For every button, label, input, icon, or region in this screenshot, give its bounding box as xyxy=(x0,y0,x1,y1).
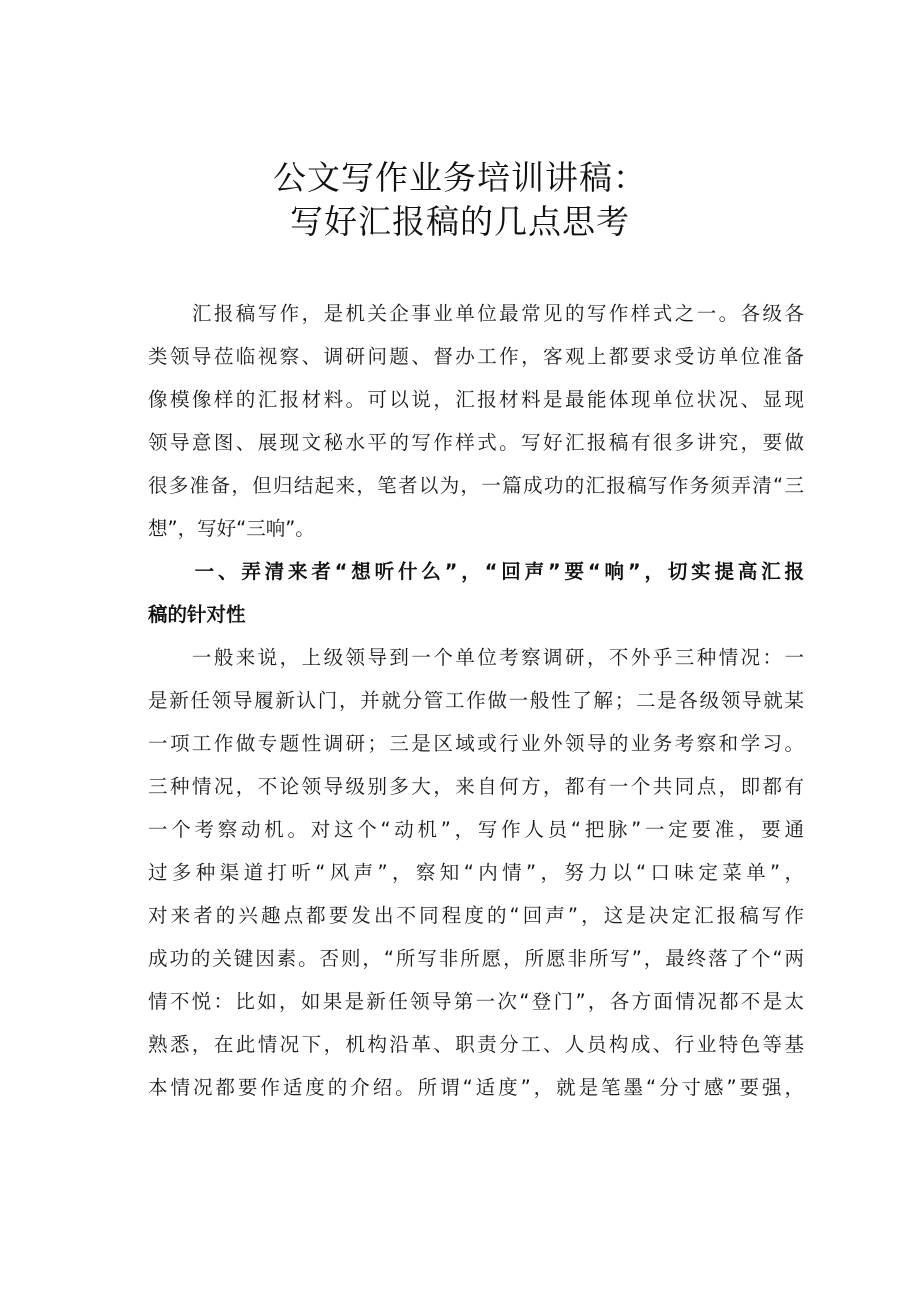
text-line: 一项工作做专题性调研；三是区域或行业外领导的业务考察和学习。 xyxy=(148,732,804,755)
text-line: 过多种渠道打听“风声”，察知“内情”，努力以“口味定菜单”， xyxy=(148,861,804,884)
text-line: 类领导莅临视察、调研问题、督办工作，客观上都要求受访单位准备 xyxy=(148,345,804,368)
text-line: 情不悦：比如，如果是新任领导第一次“登门”，各方面情况都不是太 xyxy=(148,990,804,1013)
text-line: 像模像样的汇报材料。可以说，汇报材料是最能体现单位状况、显现 xyxy=(148,388,804,411)
text-line: 是新任领导履新认门，并就分管工作做一般性了解；二是各级领导就某 xyxy=(148,689,804,712)
heading-line: 一、弄清来者“想听什么”，“回声”要“响”，切实提高汇报 xyxy=(148,560,804,583)
title-line-1: 公文写作业务培训讲稿： xyxy=(273,158,647,197)
heading-line: 稿的针对性 xyxy=(148,603,246,626)
title-line-2: 写好汇报稿的几点思考 xyxy=(290,202,630,241)
text-line: 一般来说，上级领导到一个单位考察调研，不外乎三种情况：一 xyxy=(148,646,804,669)
text-line: 想”，写好“三响”。 xyxy=(148,517,315,540)
section-heading-1 xyxy=(148,550,804,636)
paragraph-intro xyxy=(148,292,804,550)
document-body xyxy=(148,292,804,1109)
text-line: 一个考察动机。对这个“动机”，写作人员“把脉”一定要准，要通 xyxy=(148,818,804,841)
text-line: 成功的关键因素。否则，“所写非所愿，所愿非所写”，最终落了个“两 xyxy=(148,947,804,970)
text-line: 对来者的兴趣点都要发出不同程度的“回声”，这是决定汇报稿写作 xyxy=(148,904,804,927)
text-line: 熟悉，在此情况下，机构沿革、职责分工、人员构成、行业特色等基 xyxy=(148,1033,804,1056)
text-line: 很多准备，但归结起来，笔者以为，一篇成功的汇报稿写作务须弄清“三 xyxy=(148,474,804,497)
text-line: 汇报稿写作，是机关企事业单位最常见的写作样式之一。各级各 xyxy=(148,302,804,325)
text-line: 本情况都要作适度的介绍。所谓“适度”，就是笔墨“分寸感”要强， xyxy=(148,1076,804,1099)
paragraph-section-1 xyxy=(148,636,804,1109)
text-line: 领导意图、展现文秘水平的写作样式。写好汇报稿有很多讲究，要做 xyxy=(148,431,804,454)
text-line: 三种情况，不论领导级别多大，来自何方，都有一个共同点，即都有 xyxy=(148,775,804,798)
document-title xyxy=(0,156,920,244)
